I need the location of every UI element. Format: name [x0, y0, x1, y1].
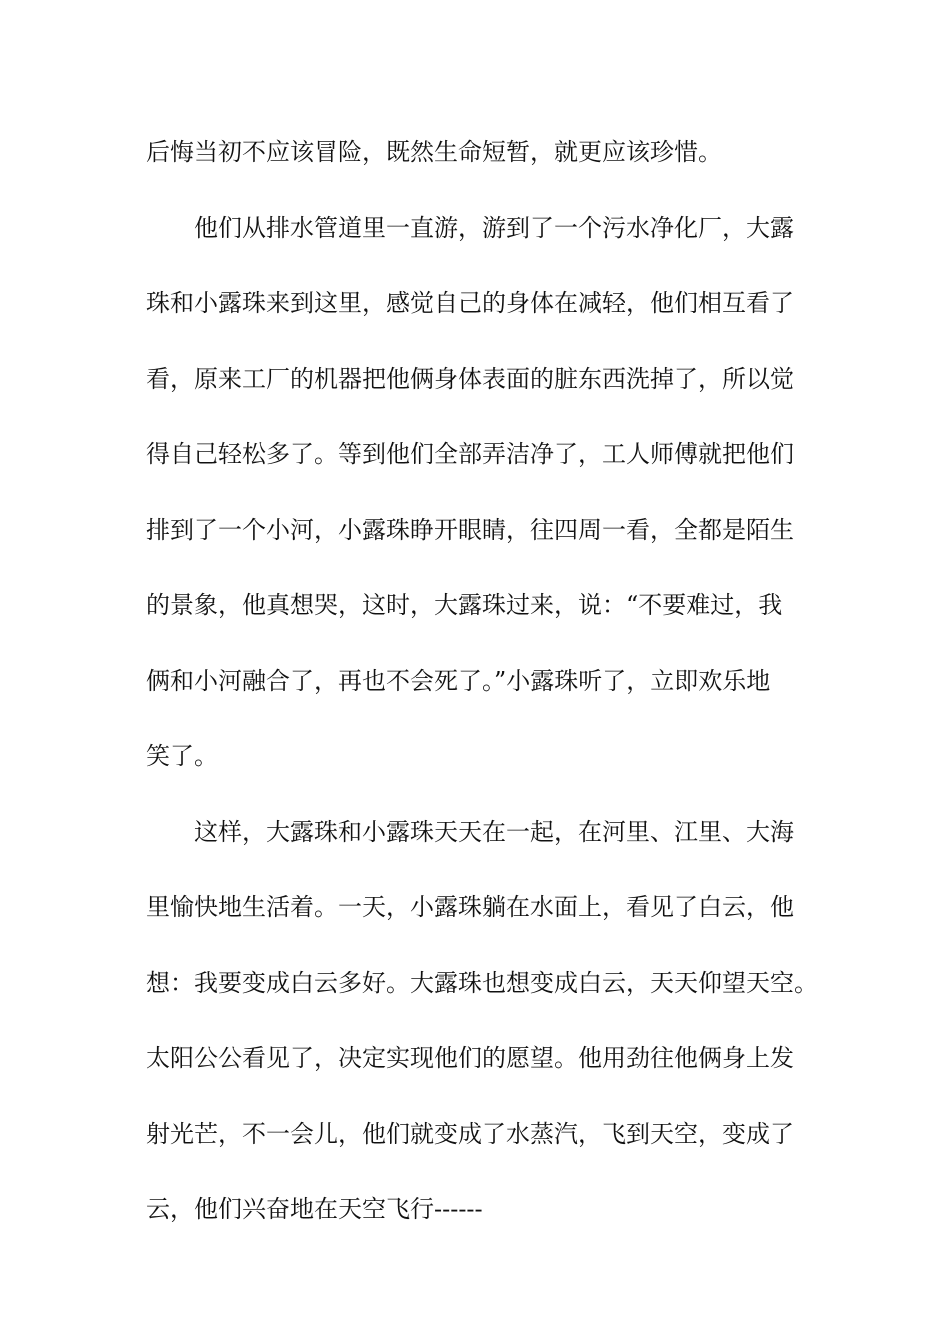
text-line: 太阳公公看见了，决定实现他们的愿望。他用劲往他俩身上发: [146, 1044, 794, 1072]
text-line: 后悔当初不应该冒险，既然生命短暂，就更应该珍惜。: [146, 138, 722, 166]
text-line: 云，他们兴奋地在天空飞行------: [146, 1195, 483, 1223]
text-line: 里愉快地生活着。一天，小露珠躺在水面上，看见了白云，他: [146, 893, 794, 921]
story-text: [146, 132, 846, 1265]
text-line: 想：我要变成白云多好。大露珠也想变成白云，天天仰望天空。: [146, 968, 818, 997]
text-line: 俩和小河融合了，再也不会死了。”小露珠听了，立即欢乐地: [146, 666, 771, 695]
text-line: 珠和小露珠来到这里，感觉自己的身体在减轻，他们相互看了: [146, 289, 794, 317]
text-line: 射光芒，不一会儿，他们就变成了水蒸汽，飞到天空，变成了: [146, 1119, 794, 1148]
text-line: 看，原来工厂的机器把他俩身体表面的脏东西洗掉了，所以觉: [146, 364, 794, 393]
text-line: 笑了。: [146, 742, 218, 770]
text-line: 的景象，他真想哭，这时，大露珠过来，说：“不要难过，我: [146, 591, 783, 619]
text-line: 排到了一个小河，小露珠睁开眼睛，往四周一看，全都是陌生: [146, 515, 794, 544]
text-line: 得自己轻松多了。等到他们全部弄洁净了，工人师傅就把他们: [146, 440, 794, 468]
paragraph-start-line: 他们从排水管道里一直游，游到了一个污水净化厂，大露: [194, 213, 794, 242]
paragraph-start-line: 这样，大露珠和小露珠天天在一起，在河里、江里、大海: [194, 817, 794, 846]
